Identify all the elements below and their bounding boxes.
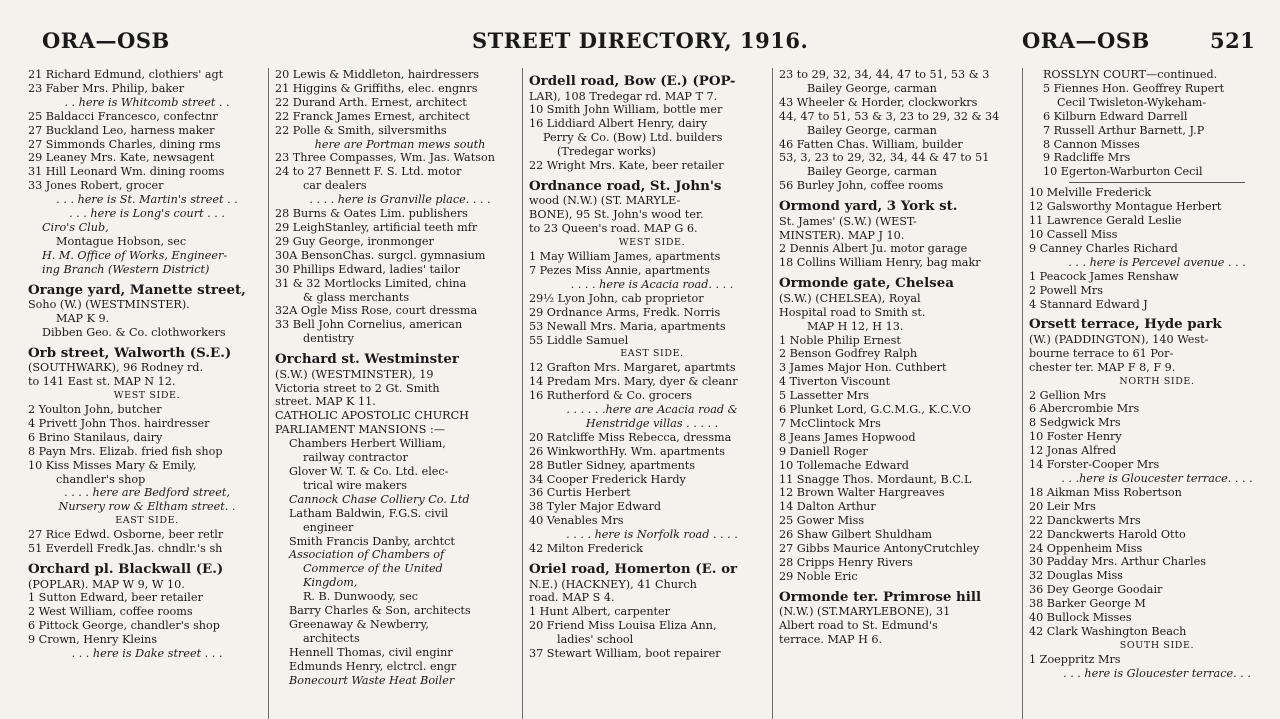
directory-entry: street. MAP K 11.	[275, 395, 376, 409]
directory-entry: 12 Jonas Alfred	[1029, 444, 1117, 458]
directory-entry: 27 Buckland Leo, harness maker	[28, 123, 215, 137]
directory-entry: 29 Noble Eric	[779, 569, 858, 583]
directory-entry: St. James' (S.W.) (WEST-	[779, 214, 917, 228]
cross-street-note: . . . . here is Norfolk road . . . .	[566, 528, 738, 542]
directory-entry: 9 Radcliffe Mrs	[1043, 151, 1131, 165]
directory-entry: 7 Russell Arthur Barnett, J.P	[1043, 123, 1205, 137]
directory-entry: 34 Cooper Frederick Hardy	[529, 472, 686, 486]
directory-entry: ing Branch (Western District)	[42, 262, 210, 276]
side-label: EAST SIDE.	[620, 348, 684, 360]
directory-entry: (S.W.) (CHELSEA), Royal	[779, 291, 921, 305]
street-heading: Ormonde gate, Chelsea	[779, 275, 954, 292]
directory-entry: ladies' school	[557, 633, 634, 647]
directory-entry: 10 Kiss Misses Mary & Emily,	[28, 458, 197, 472]
directory-entry: Cecil Twisleton-Wykeham-	[1057, 95, 1207, 109]
directory-entry: 16 Liddiard Albert Henry, dairy	[529, 117, 708, 131]
directory-entry: 30 Padday Mrs. Arthur Charles	[1029, 555, 1206, 569]
directory-entry: 24 Oppenheim Miss	[1029, 541, 1143, 555]
directory-entry: 1 May William James, apartments	[529, 250, 721, 264]
directory-entry: railway contractor	[303, 451, 408, 465]
directory-entry: 31 Hill Leonard Wm. dining rooms	[28, 165, 225, 179]
directory-entry: 20 Lewis & Middleton, hairdressers	[275, 68, 480, 81]
directory-entry: engineer	[303, 520, 354, 534]
directory-entry: 6 Brino Stanilaus, dairy	[28, 430, 163, 444]
street-heading: Ormond yard, 3 York st.	[779, 198, 958, 215]
directory-entry: Kingdom,	[303, 576, 358, 590]
directory-entry: 27 Simmonds Charles, dining rms	[28, 137, 221, 151]
column-3	[522, 68, 775, 719]
directory-entry: 14 Dalton Arthur	[779, 500, 876, 514]
cross-street-note: . . . . here is Acacia road. . . .	[570, 277, 734, 291]
directory-entry: ROSSLYN COURT—continued.	[1043, 68, 1218, 81]
column-1	[28, 68, 266, 719]
directory-entry: 8 Sedgwick Mrs	[1029, 416, 1121, 430]
directory-entry: N.E.) (HACKNEY), 41 Church	[529, 577, 697, 591]
directory-entry: Chambers Herbert William,	[289, 437, 446, 451]
cross-street-note: . . here is Whitcomb street . .	[64, 95, 230, 109]
side-label: SOUTH SIDE.	[1119, 639, 1195, 651]
directory-entry: 40 Bullock Misses	[1029, 611, 1132, 625]
directory-entry: (N.W.) (ST.MARYLEBONE), 31	[779, 605, 951, 619]
directory-entry: 12 Galsworthy Montague Herbert	[1029, 200, 1222, 214]
directory-entry: 10 Tollemache Edward	[779, 458, 909, 472]
directory-entry: 23 Three Compasses, Wm. Jas. Watson	[275, 151, 495, 165]
right-range-heading: ORA—OSB	[1022, 28, 1150, 53]
directory-entry: 25 Gower Miss	[779, 514, 865, 528]
directory-entry: 5 Lassetter Mrs	[779, 389, 869, 403]
directory-entry: 11 Snagge Thos. Mordaunt, B.C.L	[779, 472, 972, 486]
directory-entry: 21 Higgins & Griffiths, elec. engnrs	[275, 81, 478, 95]
directory-entry: 20 Leir Mrs	[1029, 499, 1096, 513]
directory-entry: wood (N.W.) (ST. MARYLE-	[529, 194, 681, 208]
directory-entry: 2 West William, coffee rooms	[28, 605, 193, 619]
directory-entry: 1 Hunt Albert, carpenter	[529, 605, 671, 619]
directory-entry: Smith Francis Danby, archtct	[289, 534, 455, 548]
directory-entry: Cannock Chase Colliery Co. Ltd	[289, 492, 470, 506]
directory-entry: car dealers	[303, 179, 367, 193]
directory-entry: 23 to 29, 32, 34, 44, 47 to 51, 53 & 3	[779, 68, 990, 81]
directory-entry: 29½ Lyon John, cab proprietor	[529, 291, 704, 305]
cross-street-note: . . . . here is Granville place. . . .	[309, 193, 491, 207]
directory-entry: 29 Ordnance Arms, Fredk. Norris	[529, 305, 721, 319]
directory-entry: 14 Predam Mrs. Mary, dyer & cleanr	[529, 375, 738, 389]
directory-entry: 6 Kilburn Edward Darrell	[1043, 109, 1188, 123]
side-label: NORTH SIDE.	[1119, 375, 1195, 387]
directory-entry: CATHOLIC APOSTOLIC CHURCH	[275, 409, 469, 423]
directory-entry: 38 Tyler Major Edward	[529, 500, 661, 514]
directory-entry: 10 Smith John William, bottle mer	[529, 103, 723, 117]
cross-street-note: . . . here is Percevel avenue . . .	[1068, 255, 1246, 269]
directory-entry: (Tredegar works)	[557, 145, 656, 159]
directory-entry: Hennell Thomas, civil enginr	[289, 645, 453, 659]
directory-entry: 8 Jeans James Hopwood	[779, 430, 916, 444]
directory-entry: 30 Phillips Edward, ladies' tailor	[275, 262, 460, 276]
directory-entry: Ciro's Club,	[42, 220, 109, 234]
cross-street-note: . . .here is Gloucester terrace. . . .	[1061, 471, 1253, 485]
directory-entry: 6 Plunket Lord, G.C.M.G., K.C.V.O	[779, 403, 971, 417]
directory-entry: 36 Dey George Goodair	[1029, 583, 1163, 597]
directory-entry: 22 Franck James Ernest, architect	[275, 109, 470, 123]
directory-entry: 7 Pezes Miss Annie, apartments	[529, 263, 711, 277]
directory-entry: Glover W. T. & Co. Ltd. elec-	[289, 464, 449, 478]
cross-street-note: Nursery row & Eltham street. .	[58, 500, 236, 514]
directory-entry: 36 Curtis Herbert	[529, 486, 631, 500]
directory-entry: 31 & 32 Mortlocks Limited, china	[275, 276, 467, 290]
directory-entry: 42 Clark Washington Beach	[1029, 624, 1187, 638]
directory-entry: 32 Douglas Miss	[1029, 569, 1123, 583]
street-heading: Orsett terrace, Hyde park	[1029, 316, 1222, 333]
directory-entry: 28 Butler Sidney, apartments	[529, 458, 696, 472]
directory-entry: 22 Polle & Smith, silversmiths	[275, 123, 447, 137]
directory-entry: 9 Crown, Henry Kleins	[28, 633, 158, 647]
directory-entry: 9 Canney Charles Richard	[1029, 241, 1178, 255]
directory-entry: 28 Cripps Henry Rivers	[779, 556, 913, 569]
street-heading: Orchard pl. Blackwall (E.)	[28, 561, 224, 577]
directory-entry: 29 LeighStanley, artificial teeth mfr	[275, 220, 478, 234]
directory-entry: 2 Powell Mrs	[1029, 283, 1103, 297]
cross-street-note: . . . here is Gloucester terrace. . .	[1063, 666, 1251, 680]
directory-columns	[24, 68, 1280, 719]
directory-entry: Latham Baldwin, F.G.S. civil	[289, 506, 449, 520]
directory-entry: 37 Stewart William, boot repairer	[529, 647, 721, 661]
directory-entry: 21 Richard Edmund, clothiers' agt	[28, 68, 224, 81]
directory-entry: 22 Danckwerts Harold Otto	[1029, 527, 1186, 541]
directory-entry: Association of Chambers of	[289, 548, 445, 562]
directory-entry: Barry Charles & Son, architects	[289, 604, 471, 618]
directory-entry: 10 Cassell Miss	[1029, 227, 1118, 241]
directory-entry: Albert road to St. Edmund's	[779, 619, 938, 633]
directory-entry: 6 Pittock George, chandler's shop	[28, 619, 220, 633]
directory-entry: MAP H 12, H 13.	[807, 319, 904, 333]
directory-entry: Greenaway & Newberry,	[289, 617, 429, 631]
directory-entry: 16 Rutherford & Co. grocers	[529, 389, 692, 403]
street-heading: Oriel road, Homerton (E. or	[529, 561, 738, 577]
directory-entry: 22 Danckwerts Mrs	[1029, 513, 1141, 527]
directory-entry: Perry & Co. (Bow) Ltd. builders	[543, 131, 723, 145]
directory-entry: 32A Ogle Miss Rose, court dressma	[275, 304, 478, 318]
directory-entry: 29 Guy George, ironmonger	[275, 234, 434, 248]
cross-street-note: . . . here is Long's court . . .	[69, 207, 225, 221]
directory-entry: 53 Newall Mrs. Maria, apartments	[529, 319, 726, 333]
directory-entry: MAP K 9.	[56, 312, 110, 325]
street-heading: Orchard st. Westminster	[275, 351, 459, 368]
directory-entry: Soho (W.) (WESTMINSTER).	[28, 298, 190, 312]
directory-entry: Bailey George, carman	[807, 165, 937, 179]
directory-entry: chandler's shop	[56, 472, 146, 486]
directory-entry: 1 Peacock James Renshaw	[1029, 269, 1179, 283]
directory-entry: (W.) (PADDINGTON), 140 West-	[1029, 332, 1209, 346]
street-heading: Orb street, Walworth (S.E.)	[28, 344, 232, 361]
directory-entry: 2 Gellion Mrs	[1029, 388, 1107, 402]
page-number: 521	[1210, 28, 1256, 53]
directory-entry: 20 Friend Miss Louisa Eliza Ann,	[529, 619, 717, 633]
directory-entry: 28 Burns & Oates Lim. publishers	[275, 207, 468, 221]
directory-entry: 26 WinkworthHy. Wm. apartments	[529, 444, 725, 458]
directory-entry: 14 Forster-Cooper Mrs	[1029, 458, 1160, 472]
directory-entry: Victoria street to 2 Gt. Smith	[275, 381, 440, 395]
directory-entry: Dibben Geo. & Co. clothworkers	[42, 325, 226, 339]
directory-entry: 11 Lawrence Gerald Leslie	[1029, 214, 1182, 228]
directory-entry: 20 Ratcliffe Miss Rebecca, dressma	[529, 430, 732, 444]
directory-entry: (SOUTHWARK), 96 Rodney rd.	[28, 361, 204, 375]
column-5	[1022, 68, 1280, 719]
directory-entry: 4 Tiverton Viscount	[779, 375, 891, 389]
directory-entry: 18 Collins William Henry, bag makr	[779, 256, 981, 270]
directory-entry: 4 Privett John Thos. hairdresser	[28, 416, 210, 430]
directory-entry: 2 Youlton John, butcher	[28, 403, 162, 417]
directory-entry: H. M. Office of Works, Engineer-	[42, 248, 228, 262]
side-label: WEST SIDE.	[113, 390, 181, 402]
directory-entry: to 23 Queen's road. MAP G 6.	[529, 222, 698, 236]
section-divider	[1069, 182, 1245, 183]
street-heading: Ordell road, Bow (E.) (POP-	[529, 73, 736, 89]
directory-entry: 26 Shaw Gilbert Shuldham	[779, 528, 933, 542]
directory-entry: 2 Benson Godfrey Ralph	[779, 347, 918, 361]
directory-entry: BONE), 95 St. John's wood ter.	[529, 208, 704, 222]
directory-entry: 40 Venables Mrs	[529, 514, 624, 528]
directory-entry: Hospital road to Smith st.	[779, 305, 926, 319]
side-label: EAST SIDE.	[115, 515, 179, 527]
directory-entry: 3 James Major Hon. Cuthbert	[779, 361, 947, 375]
street-heading: Orange yard, Manette street,	[28, 281, 246, 298]
directory-entry: 6 Abercrombie Mrs	[1029, 402, 1140, 416]
cross-street-note: . . . . here are Bedford street,	[64, 486, 230, 500]
cross-street-note: Henstridge villas . . . . .	[585, 416, 719, 430]
directory-entry: 8 Cannon Misses	[1043, 137, 1140, 151]
page-header	[0, 0, 1280, 66]
directory-entry: PARLIAMENT MANSIONS :—	[275, 423, 445, 437]
cross-street-note: . . . here is St. Martin's street . .	[56, 193, 238, 207]
directory-entry: 25 Baldacci Francesco, confectnr	[28, 109, 218, 123]
directory-entry: 4 Stannard Edward J	[1029, 297, 1148, 311]
column-2	[268, 68, 525, 719]
directory-entry: 29 Leaney Mrs. Kate, newsagent	[28, 151, 215, 165]
directory-entry: road. MAP S 4.	[529, 591, 615, 605]
directory-entry: Edmunds Henry, elctrcl. engr	[289, 659, 457, 673]
page-title: STREET DIRECTORY, 1916.	[472, 28, 809, 53]
left-range-heading: ORA—OSB	[42, 28, 170, 53]
directory-entry: 7 McClintock Mrs	[779, 416, 881, 430]
directory-entry: Bailey George, carman	[807, 123, 937, 137]
directory-entry: 24 to 27 Bennett F. S. Ltd. motor	[275, 165, 462, 179]
directory-entry: terrace. MAP H 6.	[779, 633, 883, 647]
directory-entry: 56 Burley John, coffee rooms	[779, 179, 944, 193]
directory-entry: 1 Zoeppritz Mrs	[1029, 652, 1121, 666]
directory-entry: R. B. Dunwoody, sec	[303, 590, 419, 604]
directory-entry: 2 Dennis Albert Ju. motor garage	[779, 242, 968, 256]
directory-entry: 23 Faber Mrs. Philip, baker	[28, 81, 185, 95]
directory-entry: 9 Daniell Roger	[779, 444, 868, 458]
directory-entry: to 141 East st. MAP N 12.	[28, 375, 176, 389]
directory-entry: 8 Payn Mrs. Elizab. fried fish shop	[28, 444, 223, 458]
directory-entry: 46 Fatten Chas. William, builder	[779, 137, 963, 151]
street-heading: Ormonde ter. Primrose hill	[779, 588, 982, 605]
side-label: WEST SIDE.	[618, 237, 686, 249]
directory-entry: 43 Wheeler & Horder, clockworkrs	[779, 95, 978, 109]
directory-entry: 10 Melville Frederick	[1029, 186, 1152, 200]
directory-entry: 42 Milton Frederick	[529, 542, 643, 556]
directory-entry: 18 Aikman Miss Robertson	[1029, 485, 1182, 499]
directory-entry: 44, 47 to 51, 53 & 3, 23 to 29, 32 & 34	[779, 109, 1000, 123]
directory-entry: 27 Rice Edwd. Osborne, beer retlr	[28, 528, 224, 542]
street-heading: Ordnance road, St. John's	[529, 177, 722, 194]
directory-entry: 10 Foster Henry	[1029, 430, 1122, 444]
directory-entry: 38 Barker George M	[1029, 597, 1146, 611]
directory-entry: Commerce of the United	[303, 562, 443, 576]
directory-entry: 12 Brown Walter Hargreaves	[779, 486, 945, 500]
cross-street-note: . . . . . .here are Acacia road &	[566, 403, 738, 417]
directory-entry: 30A BensonChas. surgcl. gymnasium	[275, 248, 486, 262]
directory-entry: chester ter. MAP F 8, F 9.	[1029, 360, 1176, 374]
directory-entry: 27 Gibbs Maurice AntonyCrutchley	[779, 542, 980, 556]
directory-entry: 53, 3, 23 to 29, 32, 34, 44 & 47 to 51	[779, 151, 990, 165]
directory-entry: architects	[303, 631, 360, 645]
directory-entry: 10 Egerton-Warburton Cecil	[1043, 165, 1203, 179]
directory-entry: dentistry	[303, 332, 354, 346]
directory-entry: 12 Grafton Mrs. Margaret, apartmts	[529, 361, 736, 375]
column-4	[772, 68, 1025, 719]
directory-entry: trical wire makers	[303, 478, 407, 492]
directory-entry: LAR), 108 Tredegar rd. MAP T 7.	[529, 89, 718, 103]
directory-entry: 1 Sutton Edward, beer retailer	[28, 591, 203, 605]
directory-entry: 5 Fiennes Hon. Geoffrey Rupert	[1043, 81, 1225, 95]
directory-entry: Bonecourt Waste Heat Boiler	[289, 673, 455, 687]
cross-street-note: . . . here is Dake street . . .	[71, 647, 223, 661]
directory-entry: Bailey George, carman	[807, 81, 937, 95]
directory-entry: bourne terrace to 61 Por-	[1029, 346, 1174, 360]
directory-entry: 33 Bell John Cornelius, american	[275, 318, 463, 332]
directory-entry: (POPLAR). MAP W 9, W 10.	[28, 577, 185, 591]
directory-entry: MINSTER). MAP J 10.	[779, 228, 905, 242]
directory-entry: 1 Noble Philip Ernest	[779, 333, 901, 347]
directory-entry: 22 Wright Mrs. Kate, beer retailer	[529, 159, 724, 173]
directory-entry: 22 Durand Arth. Ernest, architect	[275, 95, 467, 109]
directory-entry: 55 Liddle Samuel	[529, 333, 629, 347]
directory-entry: & glass merchants	[303, 290, 410, 304]
directory-entry: Montague Hobson, sec	[56, 234, 187, 248]
directory-entry: (S.W.) (WESTMINSTER), 19	[275, 367, 434, 381]
cross-street-note: here are Portman mews south	[314, 137, 486, 151]
directory-entry: 33 Jones Robert, grocer	[28, 179, 164, 193]
directory-entry: 51 Everdell Fredk.Jas. chndlr.'s sh	[28, 542, 223, 556]
